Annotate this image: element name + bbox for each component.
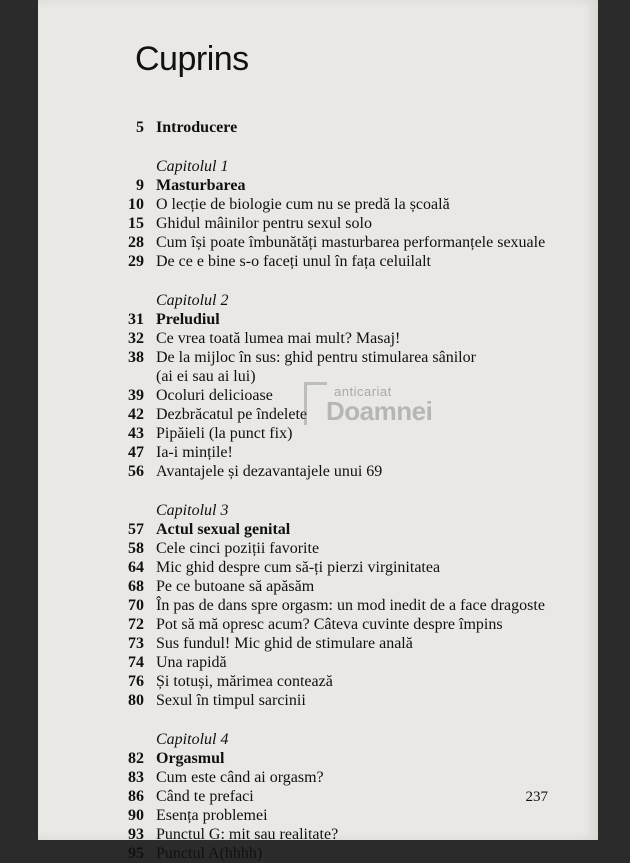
chapter-title-entry bbox=[100, 310, 558, 329]
toc-entry-title: Când te prefaci bbox=[156, 788, 254, 805]
toc-entry-title: Ghidul mâinilor pentru sexul solo bbox=[156, 215, 372, 232]
toc-entry-title: Preludiul bbox=[156, 311, 220, 328]
toc-page-number: 43 bbox=[128, 425, 144, 442]
page-title: Cuprins bbox=[135, 40, 249, 78]
toc-entry-title: Dezbrăcatul pe îndelete bbox=[156, 406, 308, 423]
chapter-label: Capitolul 3 bbox=[156, 502, 229, 519]
toc-entry bbox=[100, 367, 558, 386]
toc-page-number: 10 bbox=[128, 196, 144, 213]
toc-entry bbox=[100, 348, 558, 367]
toc-entry-title: Și totuși, mărimea contează bbox=[156, 673, 333, 690]
toc-entry-title: Esența problemei bbox=[156, 807, 268, 824]
toc-entry-title: De la mijloc în sus: ghid pentru stimularea sânilor bbox=[156, 349, 476, 366]
toc-page-number: 47 bbox=[128, 444, 144, 461]
chapter-label: Capitolul 1 bbox=[156, 158, 229, 175]
toc-page-number: 74 bbox=[128, 654, 144, 671]
toc-page-number: 31 bbox=[128, 311, 144, 328]
toc-page-number: 39 bbox=[128, 387, 144, 404]
toc-entry-title: În pas de dans spre orgasm: un mod inedit de a face dragoste bbox=[156, 597, 545, 614]
page-number: 237 bbox=[525, 789, 548, 805]
toc-entry bbox=[100, 825, 558, 844]
toc-page-number: 73 bbox=[128, 635, 144, 652]
toc-page-number: 42 bbox=[128, 406, 144, 423]
toc-entry-title: Pipăieli (la punct fix) bbox=[156, 425, 293, 442]
chapter-title-entry bbox=[100, 176, 558, 195]
toc-entry-title: Sus fundul! Mic ghid de stimulare anală bbox=[156, 635, 413, 652]
table-of-contents bbox=[100, 118, 558, 863]
toc-entry bbox=[100, 653, 558, 672]
toc-entry bbox=[100, 329, 558, 348]
toc-entry bbox=[100, 691, 558, 710]
toc-page-number: 29 bbox=[128, 253, 144, 270]
toc-page-number: 64 bbox=[128, 559, 144, 576]
chapter-label: Capitolul 2 bbox=[156, 292, 229, 309]
toc-page-number: 86 bbox=[128, 788, 144, 805]
book-page bbox=[38, 0, 598, 862]
toc-entry bbox=[100, 672, 558, 691]
chapter-list bbox=[100, 137, 558, 863]
toc-page-number: 5 bbox=[136, 119, 144, 136]
toc-page-number: 9 bbox=[136, 177, 144, 194]
toc-entry bbox=[100, 806, 558, 825]
toc-entry bbox=[100, 252, 558, 271]
chapter-title-entry bbox=[100, 520, 558, 539]
toc-page-number: 58 bbox=[128, 540, 144, 557]
chapter-gap bbox=[100, 137, 558, 157]
toc-entry-title: (ai ei sau ai lui) bbox=[156, 368, 256, 385]
toc-entry-title: Actul sexual genital bbox=[156, 521, 291, 538]
toc-entry-intro bbox=[100, 118, 558, 137]
toc-entry bbox=[100, 443, 558, 462]
toc-entry bbox=[100, 615, 558, 634]
toc-entry-title: Avantajele și dezavantajele unui 69 bbox=[156, 463, 383, 480]
toc-page-number: 90 bbox=[128, 807, 144, 824]
toc-entry bbox=[100, 596, 558, 615]
toc-entry bbox=[100, 558, 558, 577]
chapter-title-entry bbox=[100, 749, 558, 768]
toc-entry bbox=[100, 462, 558, 481]
toc-entry-title: Pe ce butoane să apăsăm bbox=[156, 578, 315, 595]
toc-entry bbox=[100, 424, 558, 443]
toc-entry-title: Cele cinci poziții favorite bbox=[156, 540, 320, 557]
toc-page-number: 32 bbox=[128, 330, 144, 347]
toc-entry bbox=[100, 405, 558, 424]
toc-page-number: 93 bbox=[128, 826, 144, 843]
toc-entry bbox=[100, 634, 558, 653]
toc-page-number: 76 bbox=[128, 673, 144, 690]
toc-page-number: 70 bbox=[128, 597, 144, 614]
toc-entry bbox=[100, 386, 558, 405]
toc-entry-title: Masturbarea bbox=[156, 177, 246, 194]
toc-page-number: 82 bbox=[128, 750, 144, 767]
toc-page-number: 56 bbox=[128, 463, 144, 480]
toc-page-number: 80 bbox=[128, 692, 144, 709]
toc-entry-title: Orgasmul bbox=[156, 750, 225, 767]
toc-entry-title: Cum își poate îmbunătăți masturbarea performanțele sexuale bbox=[156, 234, 546, 251]
toc-entry bbox=[100, 787, 558, 806]
toc-entry bbox=[100, 195, 558, 214]
toc-entry bbox=[100, 577, 558, 596]
toc-entry bbox=[100, 233, 558, 252]
watermark-big-text: Doamnei bbox=[326, 396, 433, 426]
toc-entry bbox=[100, 539, 558, 558]
toc-entry-title: Punctul A(hhhh) bbox=[156, 845, 263, 862]
toc-page-number: 57 bbox=[128, 521, 144, 538]
toc-entry-title: O lecție de biologie cum nu se predă la școală bbox=[156, 196, 450, 213]
toc-page-number: 72 bbox=[128, 616, 144, 633]
toc-entry-title: Cum este când ai orgasm? bbox=[156, 769, 324, 786]
watermark-small-text: anticariat bbox=[334, 384, 392, 399]
toc-entry-title: De ce e bine s-o faceți unul în fața celuilalt bbox=[156, 253, 431, 270]
toc-entry-title: Una rapidă bbox=[156, 654, 227, 671]
toc-entry bbox=[100, 768, 558, 787]
chapter-gap bbox=[100, 271, 558, 291]
toc-entry-title: Introducere bbox=[156, 119, 238, 136]
toc-page-number: 38 bbox=[128, 349, 144, 366]
toc-page-number: 68 bbox=[128, 578, 144, 595]
chapter-label: Capitolul 4 bbox=[156, 731, 229, 748]
toc-entry bbox=[100, 844, 558, 863]
chapter-gap bbox=[100, 481, 558, 501]
toc-page-number: 83 bbox=[128, 769, 144, 786]
toc-entry-title: Ocoluri delicioase bbox=[156, 387, 273, 404]
toc-entry bbox=[100, 214, 558, 233]
toc-entry-title: Sexul în timpul sarcinii bbox=[156, 692, 306, 709]
toc-entry-title: Mic ghid despre cum să-ți pierzi virginitatea bbox=[156, 559, 441, 576]
toc-entry-title: Pot să mă opresc acum? Câteva cuvinte despre împins bbox=[156, 616, 503, 633]
toc-entry-title: Ia-i mințile! bbox=[156, 444, 233, 461]
toc-entry-title: Punctul G: mit sau realitate? bbox=[156, 826, 339, 843]
toc-page-number: 15 bbox=[128, 215, 144, 232]
chapter-gap bbox=[100, 710, 558, 730]
toc-page-number: 28 bbox=[128, 234, 144, 251]
toc-entry-title: Ce vrea toată lumea mai mult? Masaj! bbox=[156, 330, 401, 347]
toc-page-number: 95 bbox=[128, 845, 144, 862]
